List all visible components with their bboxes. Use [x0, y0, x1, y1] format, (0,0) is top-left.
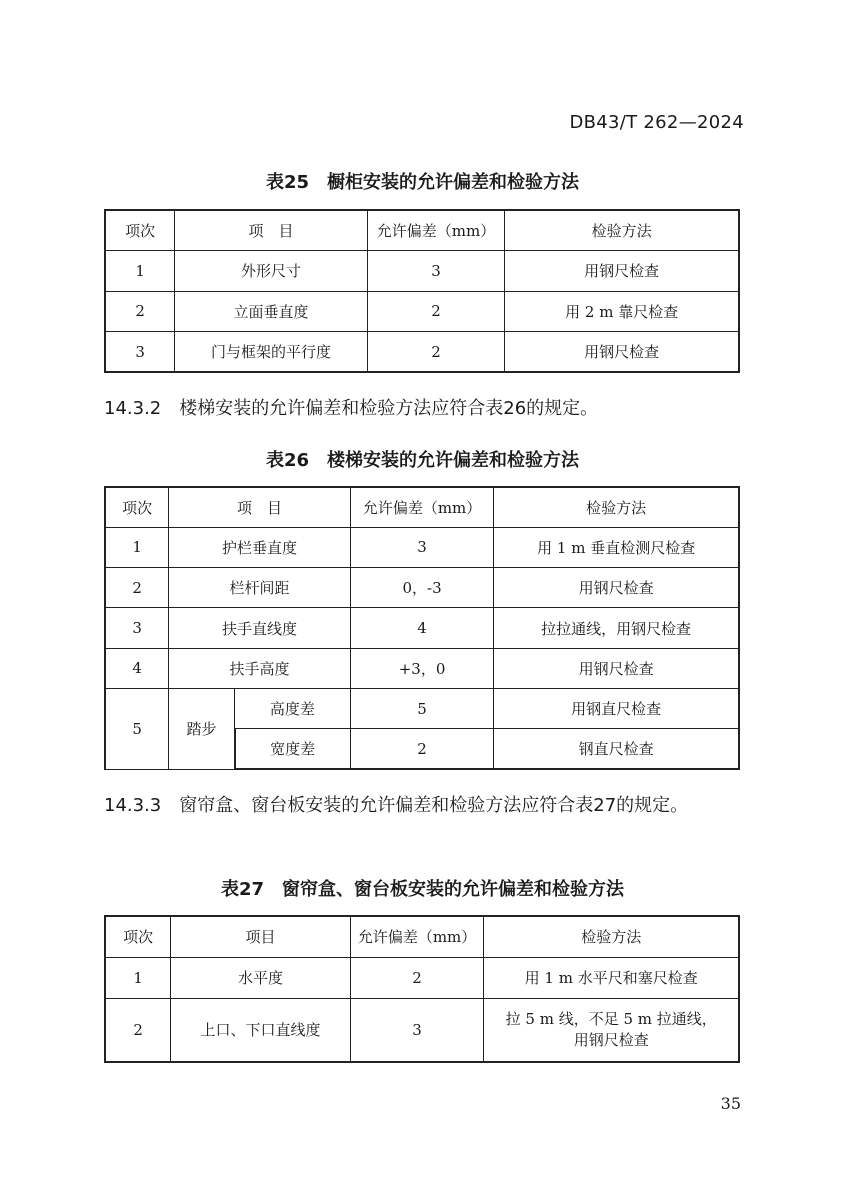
table-cell: 0，-3: [350, 568, 494, 608]
table-row: [105, 332, 739, 373]
header-cell: 项次: [105, 210, 175, 251]
header-cell: 检验方法: [484, 916, 739, 957]
table-row: [105, 527, 739, 567]
header-cell: 检验方法: [505, 210, 739, 251]
table-cell: [484, 998, 739, 1062]
table-cell: 4: [105, 648, 169, 688]
table-row: [105, 291, 739, 332]
method-line-2: 用钢尺检查: [573, 1030, 649, 1049]
table-cell: 3: [350, 527, 494, 567]
table-row: [105, 957, 739, 998]
table-cell: 用钢尺检查: [505, 332, 739, 373]
table-cell: 宽度差: [235, 729, 351, 769]
table-row: [105, 568, 739, 608]
table25: [104, 209, 740, 373]
table26: [104, 486, 740, 770]
header-cell: 允许偏差（mm）: [350, 487, 494, 527]
table-cell: 2: [367, 332, 505, 373]
table-cell: 护栏垂直度: [169, 527, 350, 567]
table-cell: 用钢直尺检查: [494, 688, 739, 728]
table-row: [105, 251, 739, 292]
table-cell: 扶手高度: [169, 648, 350, 688]
table26-caption: 表26 楼梯安装的允许偏差和检验方法: [265, 450, 580, 471]
table-cell: 踏步: [169, 688, 235, 769]
table-row: [105, 608, 739, 648]
table-cell: 2: [105, 291, 175, 332]
table-cell: 门与框架的平行度: [175, 332, 367, 373]
header-cell: 项 目: [175, 210, 367, 251]
table-cell: 3: [105, 608, 169, 648]
table-cell: 用钢尺检查: [494, 648, 739, 688]
standard-code: DB43/T 262—2024: [569, 112, 744, 133]
table27: [104, 915, 740, 1063]
table-cell: 用 1 m 水平尺和塞尺检查: [484, 957, 739, 998]
method-line-1: 拉 5 m 线，不足 5 m 拉通线，: [505, 1009, 717, 1028]
table-cell: 外形尺寸: [175, 251, 367, 292]
header-cell: 允许偏差（mm）: [350, 916, 484, 957]
table-cell: 1: [105, 527, 169, 567]
table-cell: 高度差: [235, 688, 351, 728]
table-cell: 3: [367, 251, 505, 292]
table-cell: 3: [350, 998, 484, 1062]
header-cell: 允许偏差（mm）: [367, 210, 505, 251]
table-cell: 2: [105, 568, 169, 608]
table-header-row: [105, 487, 739, 527]
table27-caption: 表27 窗帘盒、窗台板安装的允许偏差和检验方法: [220, 879, 625, 900]
table-cell: 5: [105, 688, 169, 769]
table-cell: 上口、下口直线度: [171, 998, 350, 1062]
clause-14-3-3: 14.3.3 窗帘盒、窗台板安装的允许偏差和检验方法应符合表27的规定。: [104, 795, 689, 816]
header-cell: 检验方法: [494, 487, 739, 527]
header-cell: 项次: [105, 487, 169, 527]
header-cell: 项 目: [169, 487, 350, 527]
table-row: [105, 648, 739, 688]
page-number: 35: [720, 1094, 741, 1113]
table-row: [105, 998, 739, 1062]
table-cell: 水平度: [171, 957, 350, 998]
table-row: [105, 688, 739, 728]
table-cell: 5: [350, 688, 494, 728]
table-cell: 2: [350, 729, 494, 769]
table-cell: 钢直尺检查: [494, 729, 739, 769]
table-cell: +3，0: [350, 648, 494, 688]
table-cell: 3: [105, 332, 175, 373]
table-header-row: [105, 916, 739, 957]
table-cell: 用 2 m 靠尺检查: [505, 291, 739, 332]
table-cell: 2: [350, 957, 484, 998]
clause-14-3-2: 14.3.2 楼梯安装的允许偏差和检验方法应符合表26的规定。: [104, 398, 599, 419]
table-cell: 2: [105, 998, 171, 1062]
header-cell: 项目: [171, 916, 350, 957]
table-cell: 拉拉通线，用钢尺检查: [494, 608, 739, 648]
table-cell: 栏杆间距: [169, 568, 350, 608]
table-cell: 用钢尺检查: [494, 568, 739, 608]
table-cell: 用 1 m 垂直检测尺检查: [494, 527, 739, 567]
table-header-row: [105, 210, 739, 251]
header-cell: 项次: [105, 916, 171, 957]
table-cell: 2: [367, 291, 505, 332]
table-cell: 用钢尺检查: [505, 251, 739, 292]
table-cell: 1: [105, 957, 171, 998]
table-cell: 4: [350, 608, 494, 648]
table-cell: 扶手直线度: [169, 608, 350, 648]
table25-caption: 表25 橱柜安装的允许偏差和检验方法: [265, 172, 580, 193]
table-cell: 1: [105, 251, 175, 292]
table-cell: 立面垂直度: [175, 291, 367, 332]
